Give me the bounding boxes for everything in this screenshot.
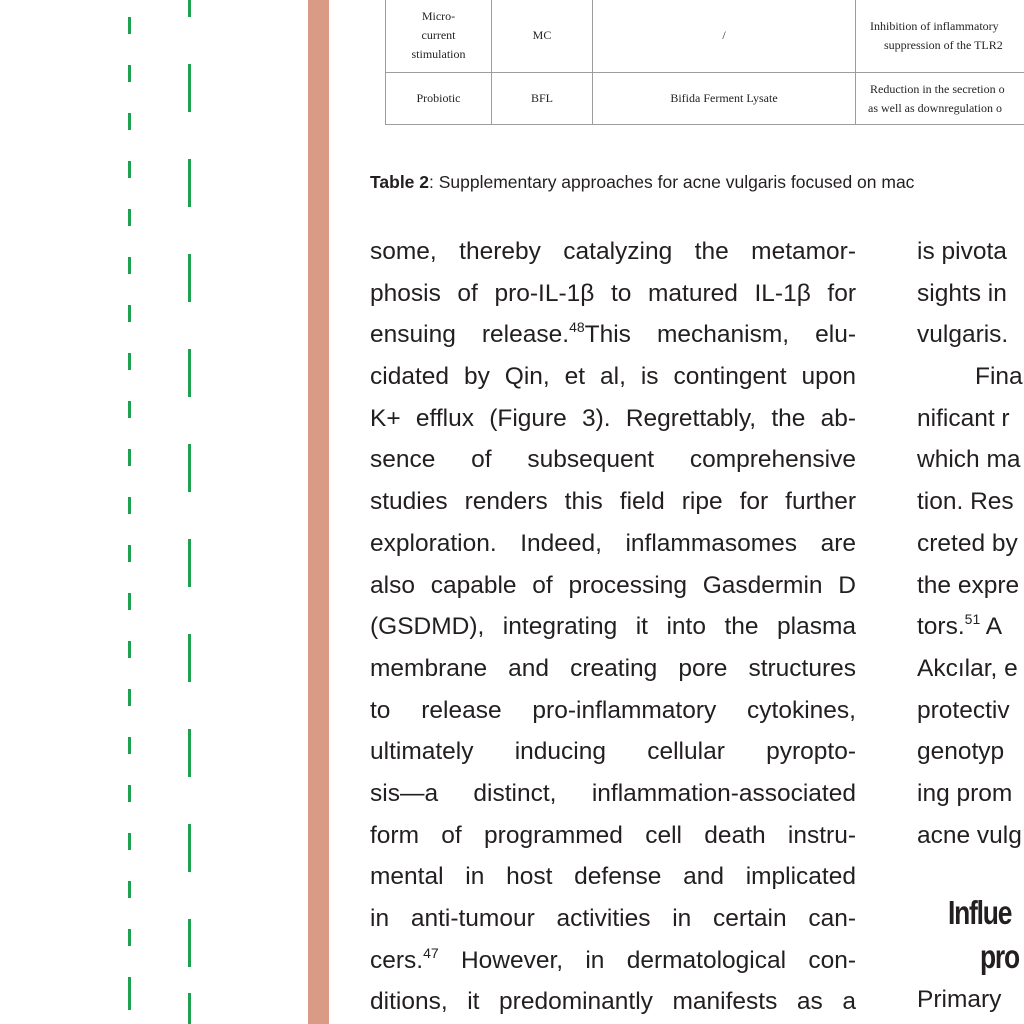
- text-line: cidated by Qin, et al, is contingent upon: [370, 363, 856, 391]
- text-line: mental in host defense and implicated: [370, 863, 856, 891]
- text-line: nificant r: [917, 404, 1010, 432]
- right-dashed-guide-line: [188, 0, 191, 1024]
- table-cell-abbreviation: BFL: [492, 73, 593, 125]
- text-line: membrane and creating pore structures: [370, 654, 856, 682]
- text-line: to release pro-inflammatory cytokines,: [370, 696, 856, 724]
- text-line: studies renders this field ripe for further: [370, 488, 856, 516]
- citation-superscript: 47: [423, 944, 439, 961]
- table-row: [386, 0, 1024, 73]
- text-line: sis—a distinct, inflammation-associated: [370, 779, 856, 807]
- table-cell-agent: Bifida Ferment Lysate: [593, 73, 856, 125]
- table-cell-agent: /: [593, 0, 856, 73]
- table-caption-label: Table 2: [370, 172, 430, 192]
- table-cell-mechanism: Inhibition of inflammatory suppression of the TLR2: [856, 0, 1024, 73]
- text-line: the expre: [917, 571, 1020, 599]
- text-line: some, thereby catalyzing the metamor-: [370, 238, 856, 265]
- section-heading: Influe pro: [948, 894, 1019, 975]
- text-line: in anti-tumour activities in certain can-: [370, 905, 856, 932]
- text-line: also capable of processing Gasdermin D: [370, 571, 856, 599]
- table-cell-approach: Probiotic: [386, 73, 492, 125]
- text-line: exploration. Indeed, inflammasomes are: [370, 529, 856, 557]
- citation-superscript: 48: [569, 319, 585, 336]
- table-cell-approach: Micro- current stimulation: [386, 0, 492, 73]
- text-line: Fina: [975, 363, 1023, 391]
- text-line: which ma: [917, 446, 1021, 474]
- table-cell-mechanism: Reduction in the secretion o as well as downregulation o: [856, 73, 1024, 125]
- supplementary-table: [385, 0, 1024, 125]
- text-line: phosis of pro-IL-1β to matured IL-1β for: [370, 279, 856, 307]
- page-edge-strip: [308, 0, 329, 1024]
- citation-superscript: 51: [964, 611, 981, 628]
- table-caption-text: : Supplementary approaches for acne vulgaris focused on mac: [429, 172, 915, 192]
- text-line: ultimately inducing cellular pyropto-: [370, 738, 856, 766]
- right-text-column: [917, 231, 1024, 856]
- text-line: tors.$^{51}$ A: [917, 611, 1003, 641]
- text-line: acne vulg: [917, 821, 1022, 849]
- text-line: is pivota: [917, 238, 1007, 265]
- text-line: genotyp: [917, 738, 1005, 766]
- text-line: cers.$^{47}$ However, in dermatological con-: [370, 944, 856, 974]
- text-line: tion. Res: [917, 488, 1014, 516]
- text-line: vulgaris.: [917, 321, 1009, 349]
- left-dashed-guide-line: [128, 0, 131, 1024]
- text-line: K+ efflux (Figure 3). Regrettably, the ab-: [370, 404, 856, 432]
- text-line: ensuing release.$^{48}$This mechanism, elu-: [370, 319, 856, 349]
- table-cell-abbreviation: MC: [492, 0, 593, 73]
- text-line: ditions, it predominantly manifests as a: [370, 988, 856, 1016]
- text-line: Akcılar, e: [917, 654, 1018, 682]
- text-line: ing prom: [917, 779, 1013, 807]
- text-line: (GSDMD), integrating it into the plasma: [370, 613, 856, 641]
- text-line: form of programmed cell death instru-: [370, 821, 856, 849]
- text-line: sights in: [917, 279, 1007, 307]
- text-line: sence of subsequent comprehensive: [370, 446, 856, 474]
- paragraph-start-line: Primary: [917, 986, 1002, 1013]
- text-line: protectiv: [917, 696, 1010, 724]
- table-caption: [370, 172, 914, 193]
- left-text-column: [370, 231, 856, 1023]
- text-line: creted by: [917, 529, 1018, 557]
- table-row: [386, 73, 1024, 125]
